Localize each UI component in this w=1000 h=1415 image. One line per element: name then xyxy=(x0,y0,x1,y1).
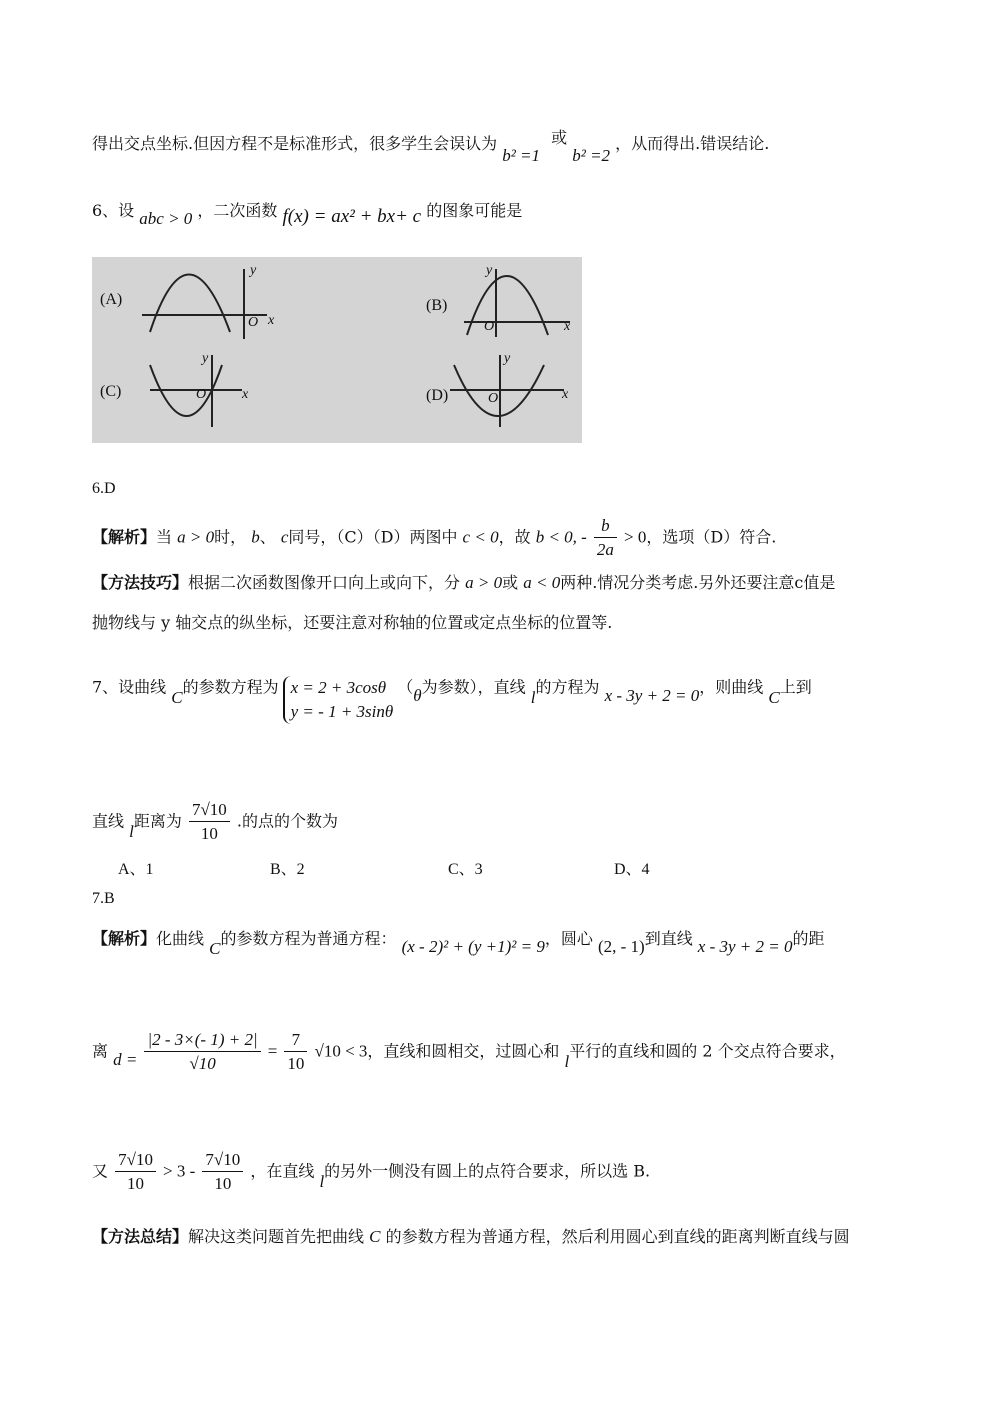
graph-label-d: (D) xyxy=(426,387,449,404)
curve-c-3: C xyxy=(209,939,221,958)
intro-text: 得出交点坐标.但因方程不是标准形式，很多学生会误认为 xyxy=(92,134,498,153)
dist-num: 7√10 xyxy=(189,800,230,822)
q6-b-negative: b < 0, - xyxy=(535,527,587,547)
q7-analysis-text-5: 的距 xyxy=(792,929,825,948)
question-6-stem xyxy=(92,200,523,228)
q7-analysis-text-9: 的另外一侧没有圆上的点符合要求，所以选 B. xyxy=(324,1161,651,1181)
distance-compare: √10 < 3 xyxy=(314,1041,368,1061)
q7-number: 7、设曲线 xyxy=(92,677,167,697)
q6-gt-zero: > 0 xyxy=(624,527,647,547)
q7-analysis-text-4: 到直线 xyxy=(644,929,693,948)
line-equation-2: x - 3y + 2 = 0 xyxy=(697,937,793,956)
curve-c-2: C xyxy=(768,687,780,707)
q7-dist-end: .的点的个数为 xyxy=(236,811,338,831)
graph-d-y-label: y xyxy=(504,351,511,366)
q6-number: 6、设 xyxy=(92,201,135,220)
q6-answer: 6.D xyxy=(92,480,116,497)
q6-condition: abc > 0 xyxy=(139,209,193,228)
q7-you: 又 xyxy=(92,1161,109,1181)
compare-right xyxy=(202,1150,243,1194)
q7-analysis-text-8: ，在直线 xyxy=(250,1161,315,1181)
graph-a-x-label: x xyxy=(268,313,275,328)
graph-d-origin: O xyxy=(488,391,499,406)
q6-frac-den: 2a xyxy=(596,540,614,559)
curve-c: C xyxy=(171,687,183,707)
option-d[interactable]: D、4 xyxy=(614,861,650,878)
q6-fraction xyxy=(594,516,617,560)
graph-b-parabola xyxy=(467,276,548,335)
q7-analysis xyxy=(92,928,825,958)
q6-sep: 、 xyxy=(259,527,276,547)
line-equation: x - 3y + 2 = 0 xyxy=(604,685,700,705)
graph-c-x-label: x xyxy=(242,387,249,402)
option-c[interactable]: C、3 xyxy=(448,861,483,878)
q6-a-positive: a > 0 xyxy=(177,527,215,547)
q6-tips xyxy=(92,572,835,594)
q6-c: c xyxy=(280,527,289,547)
tips-text-2: 两种.情况分类考虑.另外还要注意c值是 xyxy=(560,573,836,592)
graph-a-parabola xyxy=(150,275,230,333)
compare-right-num: 7√10 xyxy=(202,1150,243,1172)
distance-formula xyxy=(144,1030,260,1074)
tips-a-neg: a < 0 xyxy=(523,573,561,592)
graph-b-origin: O xyxy=(484,319,495,334)
q6-analysis-text: 当 xyxy=(156,527,173,547)
tips-text: 根据二次函数图像开口向上或向下，分 xyxy=(188,573,461,592)
distance-d: d = xyxy=(113,1049,138,1069)
q7-analysis-text: 化曲线 xyxy=(156,929,205,948)
q7-analysis-text-6: ，直线和圆相交，过圆心和 xyxy=(367,1041,560,1061)
distance-value xyxy=(284,1030,307,1074)
graph-label-c: (C) xyxy=(100,383,122,400)
distance-denominator: √10 xyxy=(189,1054,216,1073)
graph-c-origin: O xyxy=(196,387,207,402)
circle-equation: (x - 2)² + (y +1)² = 9 xyxy=(401,937,545,956)
q7-text-4: ，则曲线 xyxy=(699,677,764,697)
option-a[interactable]: A、1 xyxy=(118,861,154,878)
equation-b2-1: b² =1 xyxy=(502,146,541,165)
q6-analysis-text-3: 同号，（C）（D）两图中 xyxy=(288,527,458,547)
curve-c-4: C xyxy=(369,1227,381,1246)
graph-label-b: (B) xyxy=(426,297,448,314)
q6-c-negative: c < 0 xyxy=(462,527,499,547)
graph-a-origin: O xyxy=(248,315,259,330)
summary-text-2: 的参数方程为普通方程，然后利用圆心到直线的距离判断直线与圆 xyxy=(385,1227,850,1246)
q7-text-3: 的方程为 xyxy=(535,677,600,697)
distance-fraction xyxy=(189,800,230,844)
q7-dist-text: 距离为 xyxy=(133,811,182,831)
q7-answer: 7.B xyxy=(92,890,115,907)
line-l-3: l xyxy=(564,1051,570,1071)
param-x: x = 2 + 3cosθ xyxy=(290,678,387,697)
q6-function: f(x) = ax² + bx+ c xyxy=(282,206,422,227)
q7-analysis-text-3: ，圆心 xyxy=(544,929,593,948)
q6-analysis xyxy=(92,516,776,560)
analysis-tag-7: 【解析】 xyxy=(92,929,157,948)
q6-analysis-text-4: ，故 xyxy=(498,527,531,547)
value-den: 10 xyxy=(287,1054,305,1073)
distance-numerator: |2 - 3×(- 1) + 2| xyxy=(144,1030,260,1052)
or-text: 或 xyxy=(551,128,568,147)
theta: θ xyxy=(413,685,422,705)
q7-stem-line2 xyxy=(92,800,338,844)
analysis-tag: 【解析】 xyxy=(92,527,157,547)
q6-analysis-text-2: 时， xyxy=(214,527,247,547)
q7-text-5: 上到 xyxy=(779,677,812,697)
q7-summary xyxy=(92,1226,850,1248)
q6-text-end: 的图象可能是 xyxy=(426,201,523,220)
question-7-stem xyxy=(92,664,812,721)
q7-analysis-text-7: 平行的直线和圆的 2 个交点符合要求， xyxy=(569,1041,846,1061)
tips-a-pos: a > 0 xyxy=(465,573,503,592)
graph-b-y-label: y xyxy=(486,263,493,278)
graph-d-x-label: x xyxy=(562,387,569,402)
compare-left-den: 10 xyxy=(127,1174,145,1193)
graph-b-x-label: x xyxy=(564,319,571,334)
tips-or: 或 xyxy=(502,573,519,592)
value-num: 7 xyxy=(284,1030,307,1052)
q7-text-2: 为参数），直线 xyxy=(421,677,526,697)
summary-text: 解决这类问题首先把曲线 xyxy=(188,1227,365,1246)
q7-compare-line xyxy=(92,1150,650,1194)
compare-op: > 3 - xyxy=(163,1161,196,1181)
q6-text: ，二次函数 xyxy=(197,201,278,220)
line-l-2: l xyxy=(129,821,134,841)
q6-b: b xyxy=(251,527,260,547)
graph-a-y-label: y xyxy=(250,263,257,278)
compare-left xyxy=(115,1150,156,1194)
q6-frac-num: b xyxy=(594,516,617,538)
param-y: y = - 1 + 3sinθ xyxy=(290,702,394,721)
parametric-system xyxy=(283,676,394,724)
q7-paren: （ xyxy=(397,677,414,697)
graph-c-y-label: y xyxy=(202,351,209,366)
parabola-graphs xyxy=(92,257,582,443)
line-l: l xyxy=(530,687,536,707)
option-b[interactable]: B、2 xyxy=(270,861,305,878)
graph-options-figure xyxy=(92,257,582,443)
q7-analysis-text-2: 的参数方程为普通方程： xyxy=(220,929,397,948)
q6-tips-line2: 抛物线与 y 轴交点的纵坐标，还要注意对称轴的位置或定点坐标的位置等. xyxy=(92,613,613,632)
q7-li: 离 xyxy=(92,1041,109,1061)
q6-analysis-end: ，选项（D）符合. xyxy=(646,527,777,547)
equation-b2-2: b² =2 xyxy=(572,146,611,165)
dist-den: 10 xyxy=(200,824,218,843)
compare-left-num: 7√10 xyxy=(115,1150,156,1172)
equals: = xyxy=(267,1041,278,1061)
compare-right-den: 10 xyxy=(214,1174,232,1193)
q7-text: 的参数方程为 xyxy=(182,677,279,697)
q7-line-text: 直线 xyxy=(92,811,125,831)
line-l-4: l xyxy=(319,1171,325,1191)
summary-tag: 【方法总结】 xyxy=(92,1227,189,1246)
intro-line xyxy=(92,128,770,165)
tips-tag: 【方法技巧】 xyxy=(92,573,189,592)
graph-label-a: (A) xyxy=(100,291,123,308)
q7-distance-line xyxy=(92,1030,846,1074)
intro-conclusion: ，从而得出.错误结论. xyxy=(615,134,770,153)
circle-center: (2, - 1) xyxy=(597,937,645,956)
